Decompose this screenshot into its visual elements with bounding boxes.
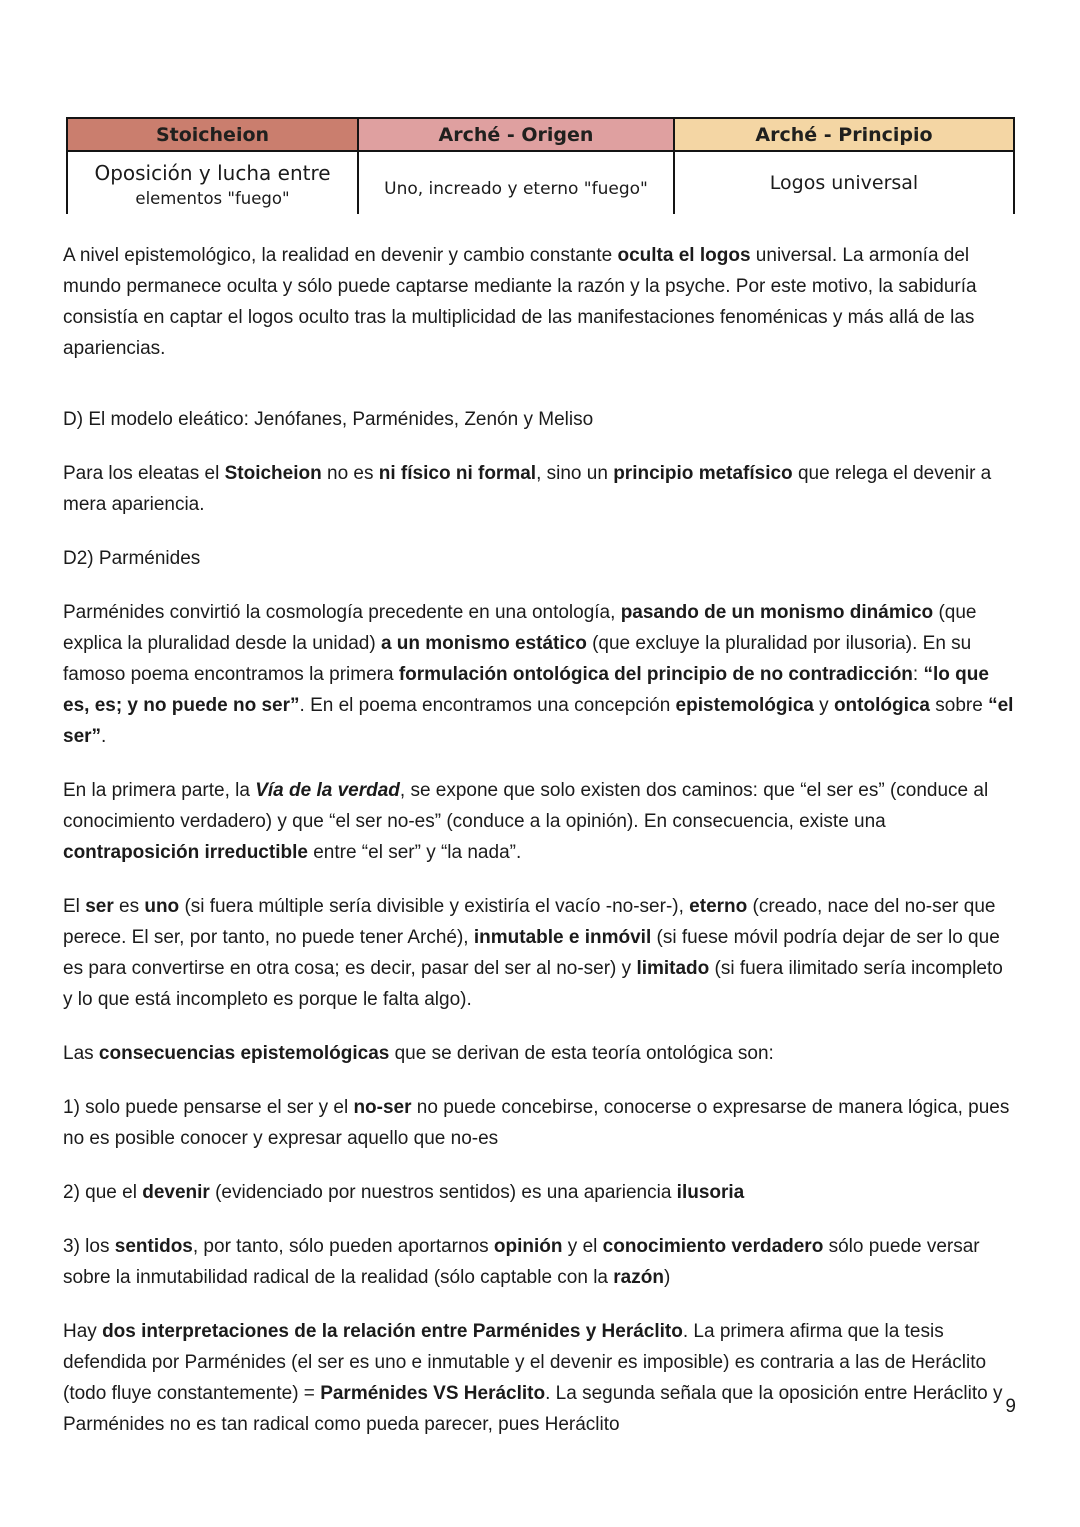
text-segment: universal. La armonía del mundo permanece oculta y sólo puede captarse mediante la razón y la psyche. Por este motivo, la sabiduría consistía en captar el logos oculto tras la multiplicidad de las manifestaciones fenoménicas y más allá de las apariencias. <box>63 245 977 359</box>
text-segment: . En el poema encontramos una concepción <box>299 695 676 716</box>
text-segment: pasando de un monismo dinámico <box>620 602 934 623</box>
text-segment: 3) los <box>63 1236 115 1257</box>
text-segment: dos interpretaciones de la relación entre Parménides y Heráclito <box>102 1321 683 1342</box>
text-segment: contraposición irreductible <box>63 842 308 863</box>
arche-comparison-table <box>66 117 1015 214</box>
text-segment: 1) solo puede pensarse el ser y el <box>63 1097 354 1118</box>
text-segment: limitado <box>636 958 710 979</box>
text-segment: no puede concebirse, conocerse o expresarse de manera lógica, pues no es posible conocer y expresar aquello que no-es <box>63 1097 1010 1149</box>
table-header-arche-origen: Arché - Origen <box>358 118 674 151</box>
table-cell-arche-principio-text: Logos universal <box>769 172 919 194</box>
text-segment: (si fuese móvil podría dejar de ser lo que es para convertirse en otra cosa; es decir, pasar del ser al no-ser) y <box>63 927 1000 979</box>
table-header-row <box>67 118 1014 151</box>
text-segment: El <box>63 896 86 917</box>
text-segment: y <box>813 695 834 716</box>
text-segment: ilusoria <box>676 1182 745 1203</box>
text-segment: ontológica <box>833 695 930 716</box>
table-row <box>67 151 1014 214</box>
text-segment: uno <box>144 896 180 917</box>
text-segment: principio metafísico <box>613 463 793 484</box>
table-cell-stoicheion-line-2: elementos "fuego" <box>135 189 290 209</box>
text-segment: Parménides convirtió la cosmología precedente en una ontología, <box>63 602 621 623</box>
text-segment: Para los eleatas el <box>63 463 225 484</box>
text-segment: (si fuera múltiple sería divisible y existiría el vacío -no-ser-), <box>179 896 690 917</box>
table-cell-stoicheion-line-1: Oposición y lucha entre <box>94 161 331 186</box>
text-segment: ni físico ni formal <box>378 463 537 484</box>
text-segment: 2) que el <box>63 1182 143 1203</box>
text-segment: (si fuera ilimitado sería incompleto y lo que está incompleto es porque le falta algo). <box>63 958 1003 1010</box>
text-segment: (que explica la pluralidad desde la unidad) <box>63 602 977 654</box>
text-segment: a un monismo estático <box>380 633 587 654</box>
para-consecuencia-3 <box>63 1231 1017 1293</box>
page-number: 9 <box>1005 1396 1016 1417</box>
text-segment: conocimiento verdadero <box>602 1236 824 1257</box>
para-via-de-la-verdad <box>63 775 1017 868</box>
text-segment: oculta el logos <box>617 245 751 266</box>
text-segment: “lo que es, es; y no puede no ser” <box>63 664 989 716</box>
text-segment: consecuencias epistemológicas <box>98 1043 390 1064</box>
text-segment: razón <box>613 1267 664 1288</box>
text-segment: , se expone que solo existen dos caminos: que “el ser es” (conduce al conocimiento verdadero) y que “el ser no-es” (conduce a la opinión). En consecuencia, existe una <box>63 780 989 832</box>
para-interpretaciones <box>63 1316 1017 1440</box>
para-consecuencia-2 <box>63 1177 1017 1208</box>
text-segment: y el <box>562 1236 603 1257</box>
para-atributos-del-ser <box>63 891 1017 1015</box>
text-segment: Hay <box>63 1321 103 1342</box>
text-segment: Stoicheion <box>224 463 322 484</box>
text-segment: (creado, nace del no-ser que perece. El ser, por tanto, no puede tener Arché), <box>63 896 996 948</box>
text-segment: , por tanto, sólo pueden aportarnos <box>192 1236 494 1257</box>
text-segment: (que excluye la pluralidad por ilusoria). En su famoso poema encontramos la primera <box>63 633 972 685</box>
text-segment: : <box>912 664 924 685</box>
para-eleatas <box>63 458 1017 520</box>
text-segment: devenir <box>142 1182 210 1203</box>
text-segment: formulación ontológica del principio de no contradicción <box>398 664 913 685</box>
para-consecuencias <box>63 1038 1017 1069</box>
text-segment: Las <box>63 1043 99 1064</box>
heading-parmenides <box>63 543 1017 574</box>
document-body <box>63 240 1017 1463</box>
text-segment: Vía de la verdad <box>255 780 400 801</box>
text-segment: no es <box>321 463 379 484</box>
para-parmenides-ontologia <box>63 597 1017 752</box>
text-segment: D2) Parménides <box>63 548 201 569</box>
text-segment: . La segunda señala que la oposición entre Heráclito y Parménides no es tan radical como pueda parecer, pues Heráclito <box>63 1383 1003 1435</box>
text-segment: no-ser <box>353 1097 412 1118</box>
text-segment: que se derivan de esta teoría ontológica son: <box>389 1043 774 1064</box>
text-segment: que relega el devenir a mera apariencia. <box>63 463 992 515</box>
text-segment: epistemológica <box>675 695 814 716</box>
text-segment: es <box>113 896 145 917</box>
text-segment: (evidenciado por nuestros sentidos) es una apariencia <box>209 1182 677 1203</box>
table-header-stoicheion: Stoicheion <box>67 118 358 151</box>
table-cell-stoicheion <box>67 151 358 214</box>
text-segment: , sino un <box>536 463 614 484</box>
text-segment: sobre <box>930 695 989 716</box>
text-segment: sólo puede versar sobre la inmutabilidad radical de la realidad (sólo captable con la <box>63 1236 980 1288</box>
table-header-arche-principio: Arché - Principio <box>674 118 1014 151</box>
text-segment: . La primera afirma que la tesis defendida por Parménides (el ser es uno e inmutable y el devenir es imposible) es contraria a las de Heráclito (todo fluye constantemente) = <box>63 1321 987 1404</box>
text-segment: ) <box>663 1267 671 1288</box>
table-cell-arche-origen <box>358 151 674 214</box>
para-consecuencia-1 <box>63 1092 1017 1154</box>
text-segment: opinión <box>493 1236 563 1257</box>
text-segment: D) El modelo eleático: Jenófanes, Parménides, Zenón y Meliso <box>63 409 594 430</box>
text-segment: A nivel epistemológico, la realidad en devenir y cambio constante <box>63 245 618 266</box>
para-epistemologia <box>63 240 1017 364</box>
text-segment: inmutable e inmóvil <box>473 927 652 948</box>
text-segment: . <box>101 726 107 747</box>
table-cell-arche-origen-text: Uno, increado y eterno "fuego" <box>384 179 648 199</box>
text-segment: En la primera parte, la <box>63 780 256 801</box>
table-cell-arche-principio <box>674 151 1014 214</box>
text-segment: entre “el ser” y “la nada”. <box>307 842 522 863</box>
heading-modelo-eleatico <box>63 404 1017 435</box>
text-segment: sentidos <box>114 1236 193 1257</box>
text-segment: eterno <box>689 896 748 917</box>
text-segment: “el ser” <box>63 695 1014 747</box>
text-segment: ser <box>85 896 114 917</box>
text-segment: Parménides VS Heráclito <box>320 1383 546 1404</box>
